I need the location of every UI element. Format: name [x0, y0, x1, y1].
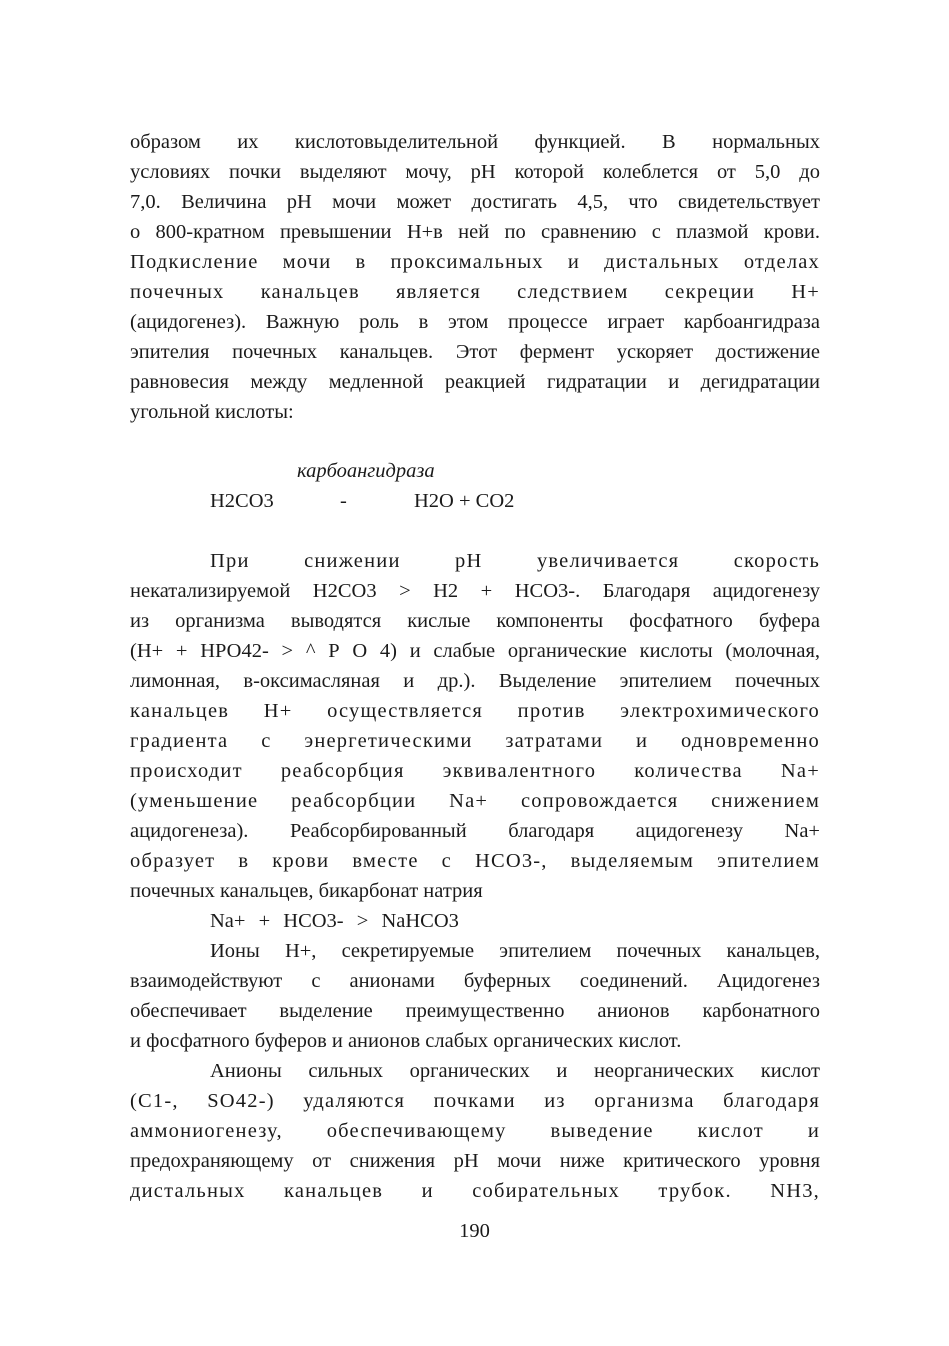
page-number: 190 — [459, 1220, 490, 1242]
formula-reactant: H2CO3 — [210, 490, 274, 512]
text-line: эпителия почечных канальцев. Этот фермент ускоряет достижение — [130, 341, 820, 363]
text-line: Ионы Н+, секретируемые эпителием почечных канальцев, — [210, 940, 820, 962]
text-line: происходит реабсорбция эквивалентного количества Na+ — [130, 760, 820, 782]
reaction-equation: Na+ + HCO3- > NaHCO3 — [210, 910, 459, 932]
text-line: (уменьшение реабсорбции Na+ сопровождается снижением — [130, 790, 820, 812]
text-line: Анионы сильных органических и неорганических кислот — [210, 1060, 820, 1082]
text-line: о 800-кратном превышении Н+в ней по сравнению с плазмой крови. — [130, 221, 820, 243]
text-line: лимонная, в-оксимасляная и др.). Выделение эпителием почечных — [130, 670, 820, 692]
text-line: образует в крови вместе с НСО3-, выделяемым эпителием — [130, 850, 820, 872]
text-line: взаимодействуют с анионами буферных соединений. Ацидогенез — [130, 970, 820, 992]
text-line: почечных канальцев, бикарбонат натрия — [130, 880, 483, 902]
text-line: из организма выводятся кислые компоненты фосфатного буфера — [130, 610, 820, 632]
enzyme-label: карбоангидраза — [297, 460, 435, 482]
text-line: равновесия между медленной реакцией гидратации и дегидратации — [130, 371, 820, 393]
text-line: (Н+ + НРО42- > ^ Р О 4) и слабые органические кислоты (молочная, — [130, 640, 820, 662]
text-line: Подкисление мочи в проксимальных и дистальных отделах — [130, 251, 820, 273]
text-line: (ацидогенез). Важную роль в этом процессе играет карбоангидраза — [130, 311, 820, 333]
text-line: 7,0. Величина рН мочи может достигать 4,5, что свидетельствует — [130, 191, 820, 213]
text-line: условиях почки выделяют мочу, рН которой колеблется от 5,0 до — [130, 161, 820, 183]
text-line: обеспечивает выделение преимущественно анионов карбонатного — [130, 1000, 820, 1022]
text-line: При снижении рН увеличивается скорость — [210, 550, 820, 572]
formula-arrow: - — [340, 490, 347, 512]
text-line: канальцев Н+ осуществляется против электрохимического — [130, 700, 820, 722]
text-line: ацидогенеза). Реабсорбированный благодаря ацидогенезу Na+ — [130, 820, 820, 842]
text-line: (C1-, SO42-) удаляются почками из организма благодаря — [130, 1090, 820, 1112]
formula-products: H2O + CO2 — [414, 490, 515, 512]
text-line: аммониогенезу, обеспечивающему выведение кислот и — [130, 1120, 820, 1142]
text-line: почечных канальцев является следствием секреции Н+ — [130, 281, 820, 303]
text-line: предохраняющему от снижения рН мочи ниже критического уровня — [130, 1150, 820, 1172]
text-line: некатализируемой H2CO3 > H2 + HCO3-. Благодаря ацидогенезу — [130, 580, 820, 602]
text-line: и фосфатного буферов и анионов слабых органических кислот. — [130, 1030, 682, 1052]
text-line: образом их кислотовыделительной функцией. В нормальных — [130, 131, 820, 153]
text-line: угольной кислоты: — [130, 401, 294, 423]
text-line: градиента с энергетическими затратами и одновременно — [130, 730, 820, 752]
text-line: дистальных канальцев и собирательных трубок. NH3, — [130, 1180, 820, 1202]
